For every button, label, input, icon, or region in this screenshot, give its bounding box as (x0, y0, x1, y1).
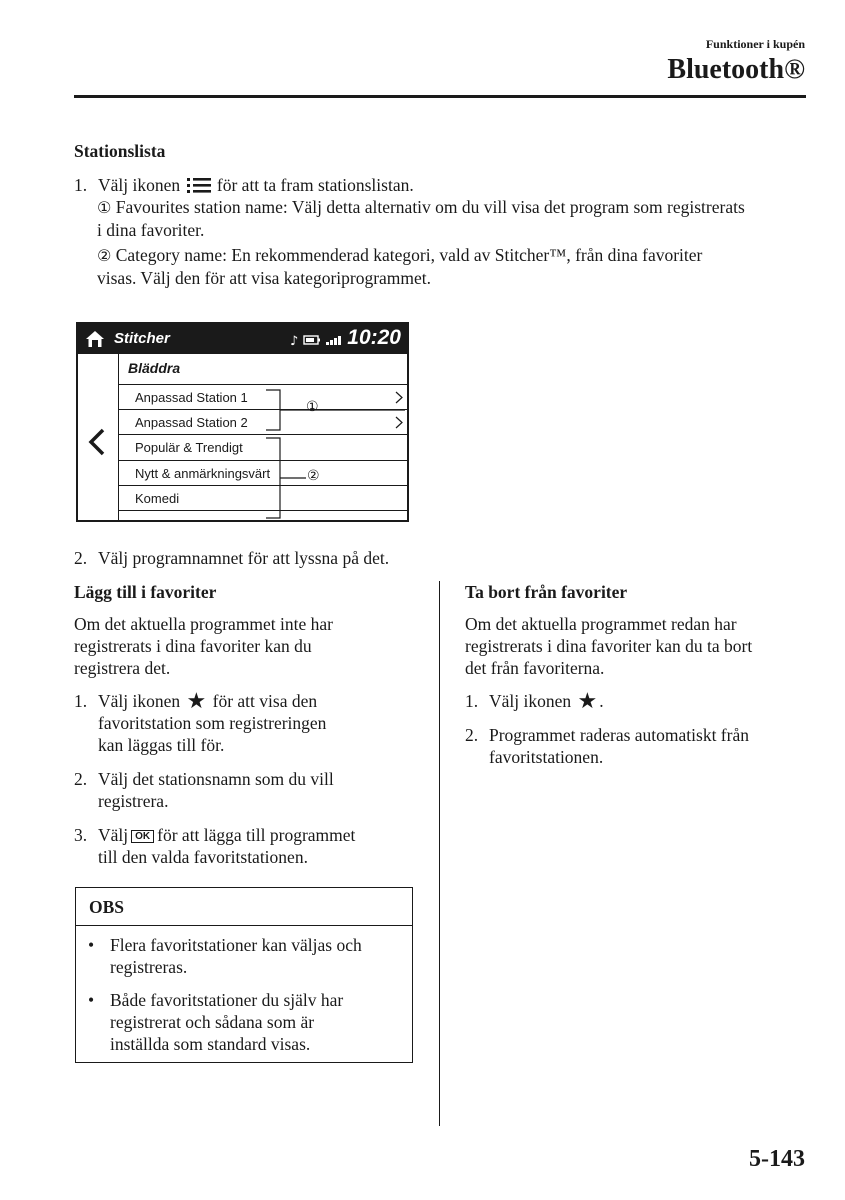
step-number: 2. (74, 548, 88, 568)
list-item-label: Anpassad Station 1 (135, 390, 248, 405)
note-2-text: Category name: En rekommenderad kategori, vald av Stitcher™, från dina favoriter (115, 245, 703, 265)
step-line: till den valda favoritstationen. (98, 847, 308, 867)
chapter-title: Bluetooth® (667, 54, 805, 85)
ok-icon: OK (131, 830, 154, 843)
step-text: Välj programnamnet för att lyssna på det. (98, 548, 390, 568)
obs-box (75, 887, 413, 1063)
bullet-dot: • (88, 935, 95, 955)
intro-line: registrerats i dina favoriter kan du (74, 636, 312, 656)
star-icon: ★ (186, 689, 207, 714)
step-text-pre: Välj ikonen (489, 691, 572, 711)
step-text-pre: Välj ikonen (98, 691, 181, 711)
screen-time: 10:20 (347, 326, 401, 349)
callout-1: ① (306, 399, 319, 415)
svg-text:♪: ♪ (290, 334, 299, 347)
intro-line: registrera det. (74, 658, 171, 678)
bullet-line: Flera favoritstationer kan väljas och (110, 935, 362, 955)
step-number: 1. (74, 175, 88, 195)
list-item-label: Populär & Trendigt (135, 440, 243, 455)
bullet-line: Både favoritstationer du själv har (110, 990, 344, 1010)
step-number: 2. (465, 725, 479, 745)
step-text-post: för att lägga till programmet (157, 825, 356, 845)
screen-app-title: Stitcher (114, 330, 170, 347)
add-favorites-heading: Lägg till i favoriter (74, 582, 217, 602)
bullet-line: inställda som standard visas. (110, 1034, 311, 1054)
column-divider (439, 581, 440, 1126)
obs-title: OBS (76, 888, 412, 926)
step-line: registrera. (98, 791, 169, 811)
step-line: Välj det stationsnamn som du vill (98, 769, 334, 789)
callout-2: ② (307, 468, 320, 484)
note-1-line-2: i dina favoriter. (97, 220, 205, 240)
step-line: favoritstationen. (489, 747, 604, 767)
marker-1: ① (97, 198, 112, 217)
intro-line: Om det aktuella programmet inte har (74, 614, 334, 634)
list-item-label: Anpassad Station 2 (135, 415, 248, 430)
marker-2: ② (97, 246, 112, 265)
bullet-line: registreras. (110, 957, 188, 977)
step-line: kan läggas till för. (98, 735, 225, 755)
list-item-label: Komedi (135, 491, 180, 506)
add-favorites-intro (74, 613, 424, 679)
note-1-text: Favourites station name: Välj detta alternativ om du vill visa det program som registrerats (115, 197, 745, 217)
step-number: 2. (74, 769, 88, 789)
bullet-line: registrerat och sådana som är (110, 1012, 315, 1032)
note-1-line-1 (97, 196, 817, 219)
note-2-line-1 (97, 244, 817, 267)
remove-favorites-heading: Ta bort från favoriter (465, 582, 628, 602)
browse-label: Bläddra (128, 360, 181, 376)
stitcher-screen (76, 322, 409, 522)
step-number: 3. (74, 825, 88, 845)
step-number: 1. (74, 691, 88, 711)
step-line (98, 824, 428, 846)
intro-line: det från favoriterna. (465, 658, 605, 678)
step-text-post: för att ta fram stationslistan. (216, 175, 414, 195)
step-text-post: . (599, 691, 604, 711)
section-label: Funktioner i kupén (705, 37, 805, 51)
intro-line: registrerats i dina favoriter kan du ta bort (465, 636, 753, 656)
remove-favorites-intro (465, 613, 815, 679)
bullet-dot: • (88, 990, 95, 1010)
station-list-heading: Stationslista (74, 141, 166, 161)
step-text-pre: Välj ikonen (98, 175, 181, 195)
header-rule (74, 95, 806, 98)
list-item-label: Nytt & anmärkningsvärt (135, 466, 271, 481)
list-icon (187, 177, 211, 193)
note-2 (97, 244, 817, 289)
star-icon: ★ (577, 689, 598, 714)
step-text-post: för att visa den (212, 691, 318, 711)
step-text-pre: Välj (98, 825, 129, 845)
step-line: Programmet raderas automatiskt från (489, 725, 749, 745)
callout-brackets (78, 324, 407, 520)
note-1 (97, 196, 817, 241)
step-line (98, 690, 428, 712)
page-number: 5-143 (749, 1146, 805, 1172)
intro-line: Om det aktuella programmet redan har (465, 614, 737, 634)
step-number: 1. (465, 691, 479, 711)
step-line: favoritstation som registreringen (98, 713, 327, 733)
note-2-line-2: visas. Välj den för att visa kategoriprogrammet. (97, 268, 432, 288)
